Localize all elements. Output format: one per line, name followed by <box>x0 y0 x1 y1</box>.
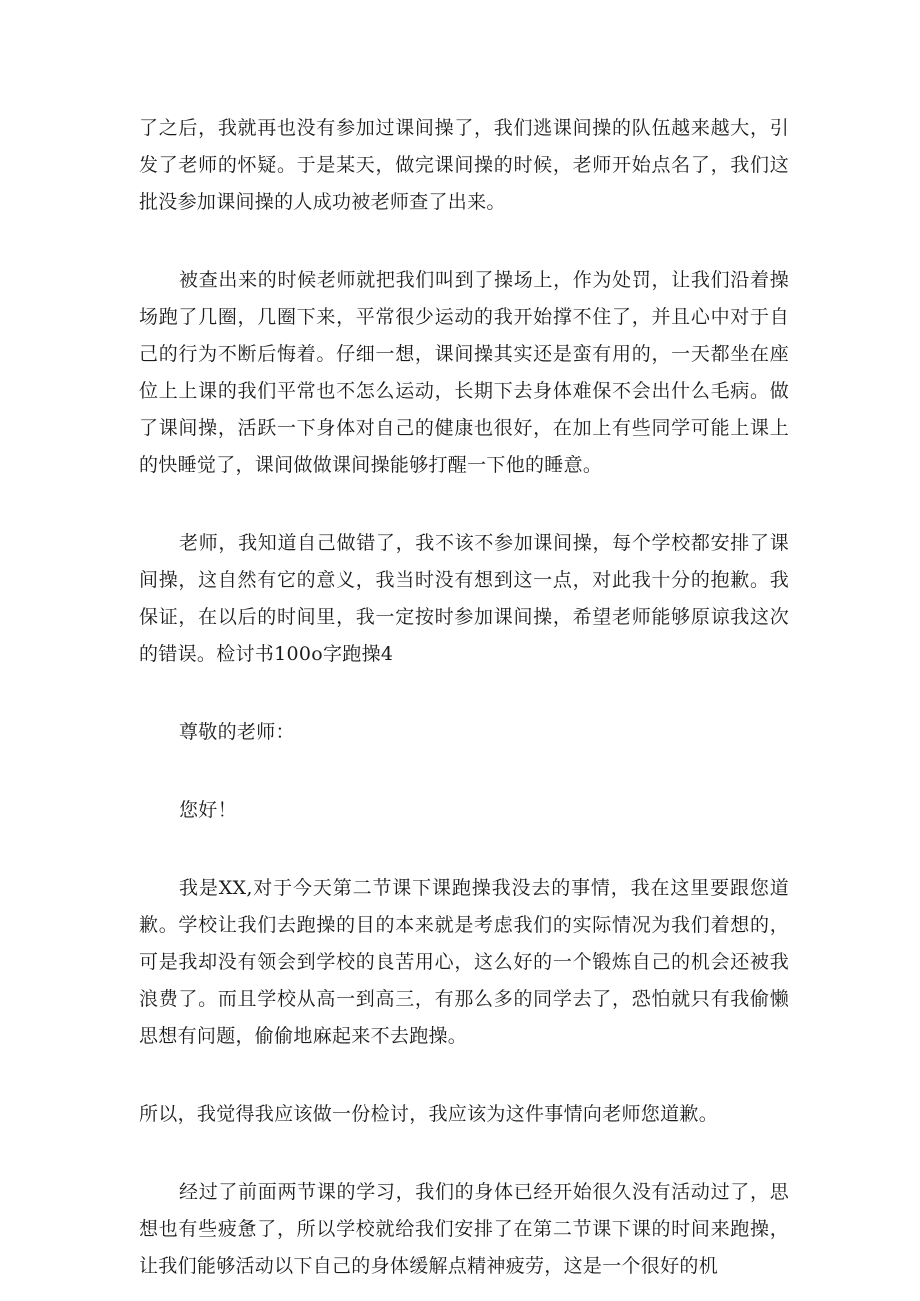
paragraph-gap <box>139 673 789 714</box>
paragraph-1: 了之后，我就再也没有参加过课间操了，我们逃课间操的队伍越来越大，引发了老师的怀疑。于是某天，做完课间操的时候，老师开始点名了，我们这批没参加课间操的人成功被老师查了出来。 <box>139 117 789 213</box>
document-body <box>139 110 789 1285</box>
paragraph-4: 我是XX,对于今天第二节课下课跑操我没去的事情，我在这里要跟您道歉。学校让我们去跑操的目的本来就是考虑我们的实际情况为我们着想的，可是我却没有领会到学校的良苦用心，这么好的一个锻炼自己的机会还被我浪费了。而且学校从高一到高三，有那么多的同学去了，恐怕就只有我偷懒思想有问题，偷偷地麻起来不去跑操。 <box>139 877 789 1047</box>
paragraph-6: 经过了前面两节课的学习，我们的身体已经开始很久没有活动过了，思想也有些疲惫了，所以学校就给我们安排了在第二节课下课的时间来跑操，让我们能够活动以下自己的身体缓解点精神疲劳，这是一个很好的机 <box>139 1181 789 1277</box>
paragraph-gap <box>139 221 789 262</box>
paragraph-gap <box>139 1055 789 1096</box>
paragraph-gap <box>139 1133 789 1174</box>
greeting: 您好！ <box>179 799 237 821</box>
paragraph-2: 被查出来的时候老师就把我们叫到了操场上，作为处罚，让我们沿着操场跑了几圈，几圈下来，平常很少运动的我开始撑不住了，并且心中对于自己的行为不断后悔着。仔细一想，课间操其实还是蛮有用的，一天都坐在座位上上课的我们平常也不怎么运动，长期下去身体难保不会出什么毛病。做了课间操，活跃一下身体对自己的健康也很好，在加上有些同学可能上课上的快睡觉了，课间做做课间操能够打醒一下他的睡意。 <box>139 269 789 476</box>
paragraph-gap <box>139 484 789 525</box>
paragraph-gap <box>139 829 789 870</box>
paragraph-3: 老师，我知道自己做错了，我不该不参加课间操，每个学校都安排了课间操，这自然有它的意义，我当时没有想到这一点，对此我十分的抱歉。我保证，在以后的时间里，我一定按时参加课间操，希望老师能够原谅我这次的错误。检讨书100o字跑操4 <box>139 532 789 665</box>
paragraph-gap <box>139 751 789 792</box>
salutation: 尊敬的老师： <box>179 721 295 743</box>
paragraph-5: 所以，我觉得我应该做一份检讨，我应该为这件事情向老师您道歉。 <box>139 1103 719 1125</box>
